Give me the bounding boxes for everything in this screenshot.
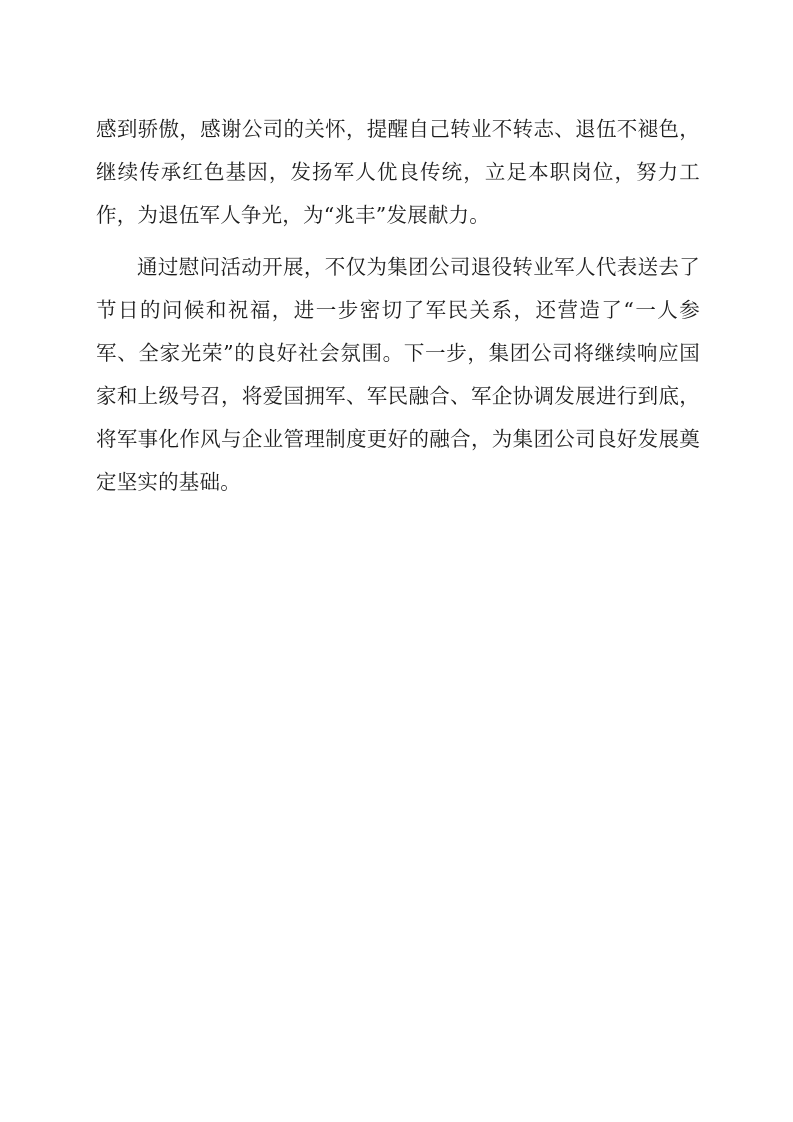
paragraph-1: 感到骄傲，感谢公司的关怀，提醒自己转业不转志、退伍不褪色，继续传承红色基因，发扬军人优良传统，立足本职岗位，努力工作，为退伍军人争光，为“兆丰”发展献力。: [96, 117, 700, 227]
paragraph-2: 通过慰问活动开展，不仅为集团公司退役转业军人代表送去了节日的问候和祝福，进一步密切了军民关系，还营造了“一人参军、全家光荣”的良好社会氛围。下一步，集团公司将继续响应国家和上级号召，将爱国拥军、军民融合、军企协调发展进行到底，将军事化作风与企业管理制度更好的融合，为集团公司良好发展奠定坚实的基础。: [96, 255, 700, 494]
document-body: [96, 108, 700, 504]
